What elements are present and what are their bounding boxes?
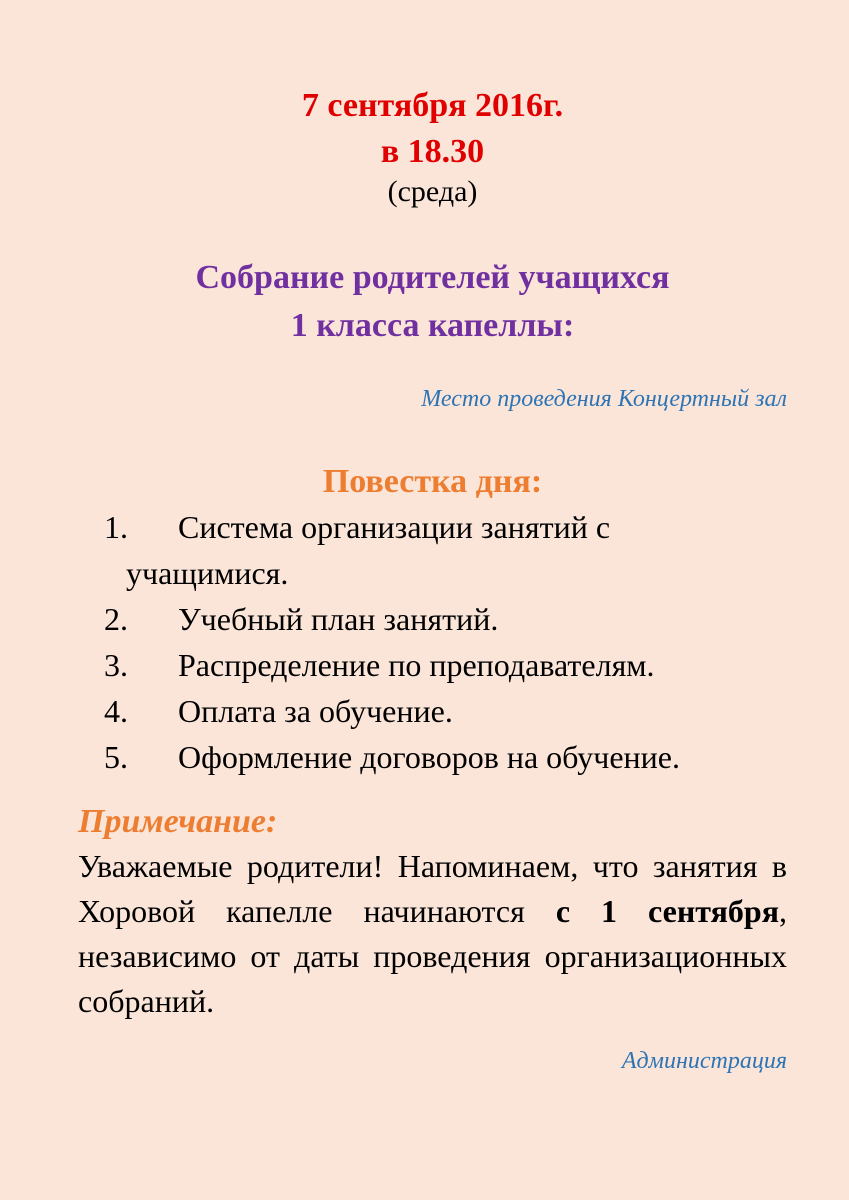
meeting-time: в 18.30 xyxy=(380,133,485,170)
note-text xyxy=(78,844,787,1024)
agenda-title: Повестка дня: xyxy=(322,463,543,500)
agenda-item-text: Распределение по преподавателям. xyxy=(178,647,655,683)
note-text-after: , независимо от даты проведения организационных собраний. xyxy=(78,893,788,1019)
agenda-item-number: 1. xyxy=(104,509,128,545)
signature: Администрация xyxy=(621,1048,787,1074)
meeting-title-line-1: Собрание родителей учащихся xyxy=(195,259,670,296)
meeting-date: 7 сентября 2016г. xyxy=(301,87,564,124)
agenda-item xyxy=(100,504,800,596)
agenda-item-number: 3. xyxy=(104,647,128,683)
meeting-title-line-2: 1 класса капеллы: xyxy=(290,307,575,344)
agenda-item xyxy=(100,596,800,642)
agenda-item-number: 5. xyxy=(104,739,128,775)
agenda-item-number: 4. xyxy=(104,693,128,729)
agenda-item-text: Оформление договоров на обучение. xyxy=(178,739,680,775)
note-text-before: Уважаемые родители! Напоминаем, что занятия в Хоровой капелле начинаются xyxy=(78,848,787,929)
agenda-item xyxy=(100,688,800,734)
agenda-item-text-continuation: учащимися. xyxy=(126,555,289,591)
agenda-item-text: Система организации занятий с xyxy=(178,509,611,545)
note-title: Примечание: xyxy=(78,803,278,840)
agenda-item-text: Оплата за обучение. xyxy=(178,693,453,729)
meeting-weekday: (среда) xyxy=(387,175,478,208)
agenda-item-text: Учебный план занятий. xyxy=(178,601,499,637)
agenda-item xyxy=(100,734,800,780)
note-text-bold: с 1 сентября xyxy=(555,893,780,929)
agenda-item xyxy=(100,642,800,688)
agenda-list xyxy=(100,504,800,780)
meeting-place: Место проведения Концертный зал xyxy=(421,386,787,412)
agenda-item-number: 2. xyxy=(104,601,128,637)
